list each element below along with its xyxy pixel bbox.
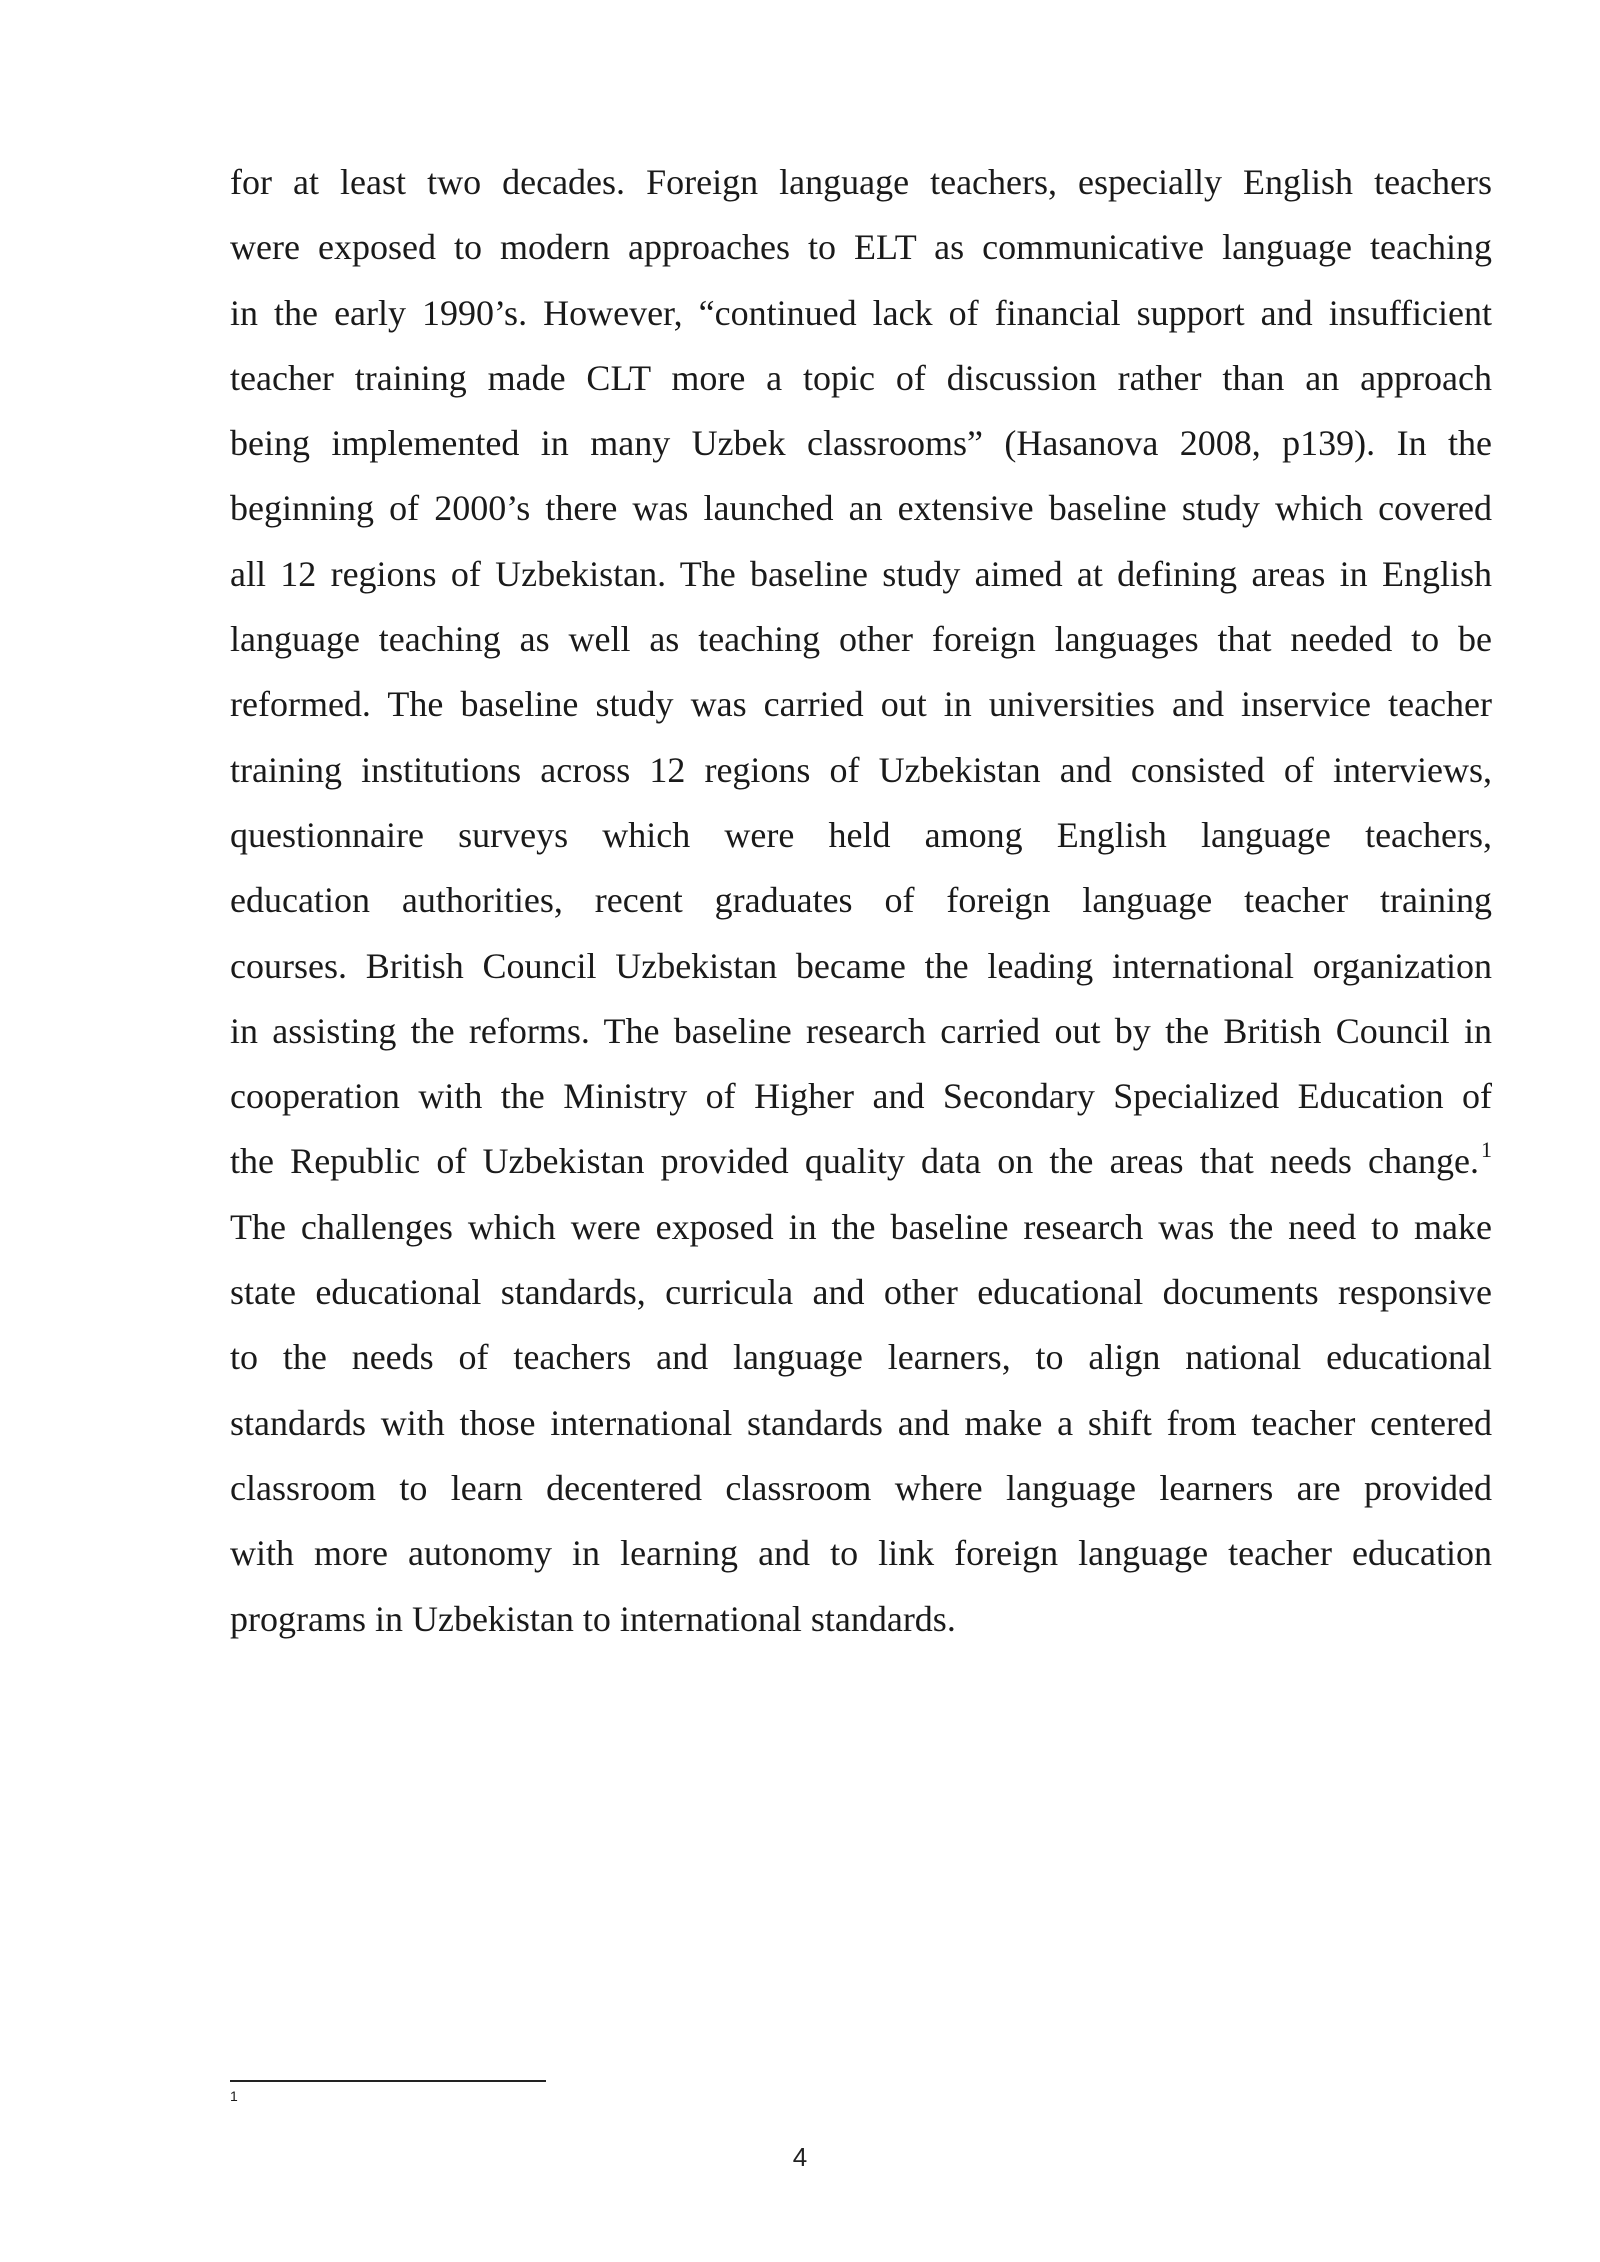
text-line: education authorities, recent graduates of foreign language teacher training xyxy=(230,880,1492,921)
text-line: state educational standards, curricula and other educational documents responsive xyxy=(230,1272,1492,1313)
text-line: cooperation with the Ministry of Higher and Secondary Specialized Education of xyxy=(230,1076,1492,1117)
text-line: beginning of 2000’s there was launched an extensive baseline study which covered xyxy=(230,488,1492,529)
page-number: 4 xyxy=(792,2142,808,2172)
text-line: for at least two decades. Foreign language teachers, especially English teachers xyxy=(230,162,1492,202)
text-line: to the needs of teachers and language learners, to align national educational xyxy=(230,1337,1492,1378)
text-line: with more autonomy in learning and to link foreign language teacher education xyxy=(230,1533,1492,1574)
body-paragraph xyxy=(230,150,1492,1652)
text-line: were exposed to modern approaches to ELT as communicative language teaching xyxy=(230,227,1492,268)
text-line-with-footnote xyxy=(230,1129,1492,1194)
text-line: language teaching as well as teaching other foreign languages that needed to be xyxy=(230,619,1492,660)
text-line: classroom to learn decentered classroom where language learners are provided xyxy=(230,1467,1492,1508)
footnote-separator xyxy=(230,2080,546,2082)
text-line: teacher training made CLT more a topic of discussion rather than an approach xyxy=(230,357,1492,398)
text-line: reformed. The baseline study was carried out in universities and inservice teacher xyxy=(230,684,1492,725)
text-line: courses. British Council Uzbekistan became the leading international organization xyxy=(230,945,1492,986)
text-line: training institutions across 12 regions of Uzbekistan and consisted of interviews, xyxy=(230,749,1492,790)
text-line: standards with those international standards and make a shift from teacher centered xyxy=(230,1402,1492,1443)
text-line: in assisting the reforms. The baseline research carried out by the British Council in xyxy=(230,1010,1492,1051)
text-line: in the early 1990’s. However, “continued lack of financial support and insufficient xyxy=(230,292,1492,333)
text-line: being implemented in many Uzbek classrooms” (Hasanova 2008, p139). In the xyxy=(230,423,1492,464)
text-line: The challenges which were exposed in the baseline research was the need to make xyxy=(230,1206,1492,1247)
text-line-content: the Republic of Uzbekistan provided quality data on the areas that needs change. xyxy=(230,1141,1479,1182)
text-line-last: programs in Uzbekistan to international standards. xyxy=(230,1598,956,1639)
text-line: questionnaire surveys which were held among English language teachers, xyxy=(230,814,1492,855)
footnote-number: 1 xyxy=(230,2088,238,2104)
footnote-reference[interactable]: 1 xyxy=(1481,1136,1492,1162)
text-line: all 12 regions of Uzbekistan. The baseline study aimed at defining areas in English xyxy=(230,553,1492,594)
